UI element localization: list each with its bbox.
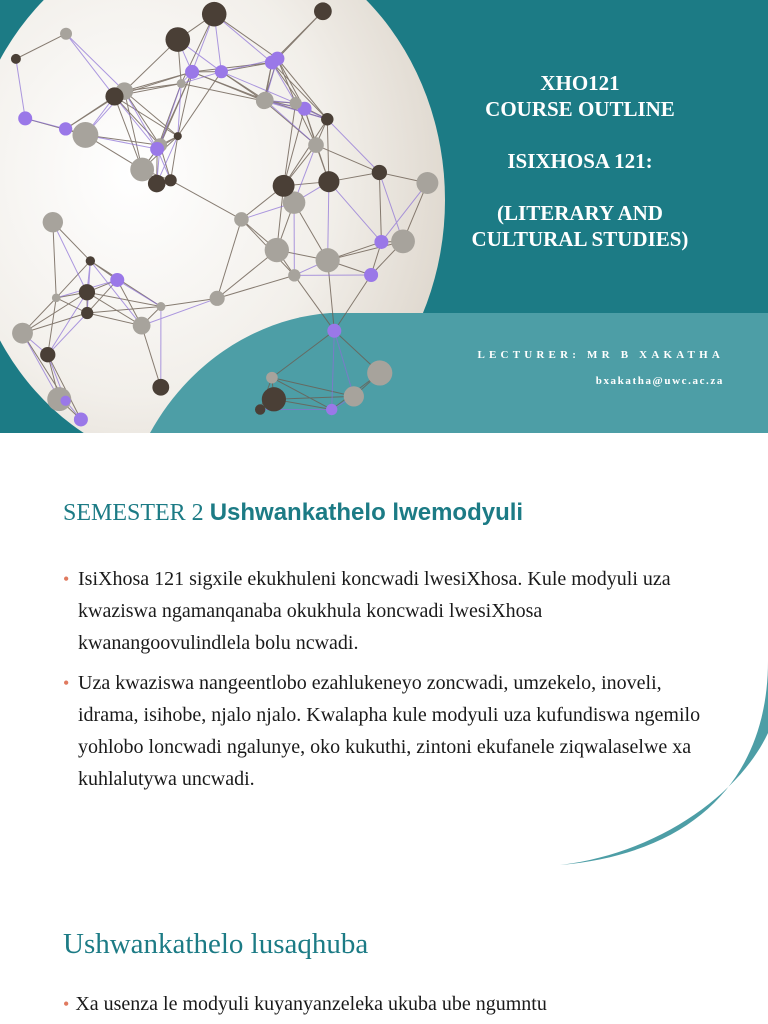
network-node [273,175,295,197]
network-node [12,323,33,344]
list-item [63,667,703,795]
network-node [156,302,165,311]
network-node [326,404,337,415]
network-node [74,412,88,426]
title-line: (LITERARY AND [497,201,663,225]
network-node [318,171,339,192]
network-node [60,28,72,40]
network-node [133,317,151,335]
network-node [40,347,55,362]
network-node [215,65,228,78]
network-node [202,2,227,27]
network-node [316,248,340,272]
title-slide [0,0,768,433]
network-node [372,165,387,180]
continued-slide [0,888,768,1024]
bullet-text: IsiXhosa 121 sigxile ekukhuleni koncwadi lwesiXhosa. Kule modyuli uza kwaziswa ngamanqanaba okukhula koncwadi lwesiXhosa kwanangoovulindlela bolu ncwadi. [78,568,671,654]
network-node [327,324,341,338]
network-node [86,256,95,265]
bullet-text: Xa usenza le modyuli kuyanyanzeleka ukuba ube ngumntu [75,993,547,1015]
network-node [185,65,199,79]
title-line: CULTURAL STUDIES) [471,227,689,251]
network-node [152,379,169,396]
slide-heading: Ushwankathelo lusaqhuba [63,928,369,960]
title-line: XHO121 [540,71,620,95]
network-node [262,387,286,411]
heading-semester: SEMESTER 2 [63,500,204,526]
network-node [210,291,225,306]
network-node [367,360,392,385]
network-node [288,269,300,281]
title-line: COURSE OUTLINE [485,97,675,121]
network-node [110,273,124,287]
heading-title: Ushwankathelo lwemodyuli [209,499,524,526]
list-item [63,993,547,1016]
network-node [72,122,98,148]
bullet-icon: • [63,569,70,589]
network-node [59,122,72,135]
slide-heading [63,499,523,527]
network-node [79,284,95,300]
network-node [344,386,364,406]
network-node [314,2,332,20]
network-node [52,294,61,303]
network-node [105,87,123,105]
network-node [11,54,21,64]
bullet-text: Uza kwaziswa nangeentlobo ezahlukeneyo zoncwadi, umzekelo, inoveli, idrama, isihobe, njalo njalo. Kwalapha kule modyuli uza kufundiswa ngemilo yohlobo loncwadi ngalunye, oko kukuthi, zintoni ekufanele ziqwalaselwe xa kuhlalutywa uncwadi. [78,672,701,790]
list-item [63,563,703,659]
network-node [255,404,265,414]
network-node [266,372,278,384]
network-node [391,229,415,253]
network-node [81,307,93,319]
title-line: ISIXHOSA 121: [507,149,653,173]
network-node [374,235,388,249]
network-node [150,142,164,156]
bullet-list [63,563,703,803]
course-title [432,70,728,252]
network-node [165,27,190,52]
lecturer-email: bxakatha@uwc.ac.za [595,375,724,387]
network-node [174,132,182,140]
network-node [43,212,63,232]
network-node [364,268,378,282]
network-node [177,79,186,88]
lecturer-name: LECTURER: MR B XAKATHA [477,349,724,361]
network-node [270,52,284,66]
network-node [234,212,249,227]
summary-slide [0,433,768,888]
network-node [321,113,333,125]
bullet-icon: • [63,673,70,693]
network-node [308,137,324,153]
network-node [60,396,70,406]
network-node [130,158,154,182]
bullet-icon: • [63,994,70,1014]
network-node [290,97,302,109]
network-node [257,92,274,109]
network-node [18,111,32,125]
network-node [165,174,177,186]
network-node [265,238,289,262]
